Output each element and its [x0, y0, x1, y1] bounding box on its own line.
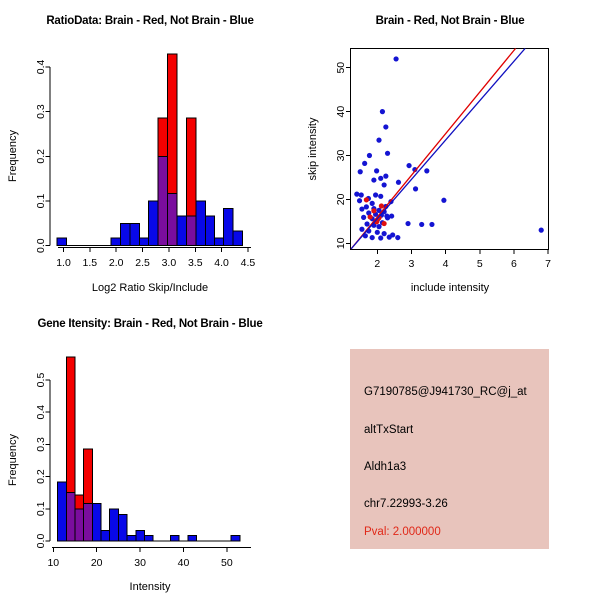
y-axis-tick-label: 0.2 — [35, 469, 47, 484]
histogram-bar-overlap — [158, 156, 167, 245]
gene-hist-ylabel: Frequency — [7, 434, 19, 486]
x-axis-tick-label: 4.0 — [214, 257, 229, 269]
scatter-point-blue — [367, 153, 372, 158]
scatter-point-blue — [395, 235, 400, 240]
scatter-point-blue — [382, 182, 387, 187]
scatter-point-blue — [424, 168, 429, 173]
y-axis-tick-label: 0.1 — [35, 193, 47, 209]
probe-id-text: G7190785@J941730_RC@j_at — [364, 386, 527, 398]
histogram-bar-overlap — [66, 493, 75, 541]
histogram-bar-overlap — [186, 216, 195, 246]
notbrain-fit-line — [351, 48, 525, 249]
x-axis-tick-label: 2.5 — [135, 257, 150, 269]
histogram-bar-blue — [205, 216, 214, 246]
y-axis-tick-label: 0.3 — [35, 104, 47, 119]
scatter-point-blue — [361, 215, 366, 220]
scatter-point-blue — [383, 124, 388, 129]
event-type-text: altTxStart — [364, 424, 414, 436]
scatter-point-blue — [370, 201, 375, 206]
x-axis-tick-label: 7 — [545, 258, 551, 270]
scatter-point-red — [364, 197, 369, 202]
scatter-point-blue — [378, 235, 383, 240]
scatter-point-red — [379, 203, 384, 208]
x-axis-tick-label: 2 — [374, 258, 381, 270]
histogram-bar-blue — [120, 223, 129, 245]
scatter-ylabel: skip intensity — [307, 117, 319, 181]
x-axis-tick-label: 3.0 — [161, 257, 177, 269]
scatter-point-blue — [429, 222, 434, 227]
histogram-bar-overlap — [75, 509, 84, 541]
scatter-point-red — [368, 214, 373, 219]
scatter-point-blue — [385, 215, 390, 220]
scatter-point-blue — [413, 186, 418, 191]
y-axis-tick-label: 0.1 — [35, 501, 47, 517]
scatter-point-blue — [387, 235, 392, 240]
scatter-point-blue — [359, 227, 364, 232]
x-axis-tick-label: 4.5 — [240, 257, 256, 269]
histogram-bar-blue — [144, 536, 153, 541]
scatter-point-blue — [539, 228, 544, 233]
info-box — [350, 349, 549, 549]
histogram-bar-blue — [215, 238, 224, 246]
y-axis-tick-label: 50 — [335, 61, 347, 74]
x-axis-tick-label: 40 — [177, 557, 190, 569]
histogram-bar-blue — [148, 201, 157, 246]
x-axis-tick-label: 5 — [476, 258, 483, 270]
scatter-point-blue — [376, 138, 381, 143]
histogram-bar-blue — [110, 509, 119, 541]
scatter-point-blue — [441, 198, 446, 203]
histogram-bar-blue — [196, 201, 205, 246]
y-axis-tick-label: 0.4 — [35, 404, 47, 420]
histogram-bar-blue — [92, 503, 101, 541]
scatter-point-blue — [371, 177, 376, 182]
histogram-bar-overlap — [84, 503, 93, 541]
histogram-bar-blue — [118, 514, 127, 541]
scatter-point-blue — [373, 192, 378, 197]
scatter-point-blue — [359, 206, 364, 211]
y-axis-tick-label: 0.5 — [35, 372, 47, 388]
scatter-xlabel: include intensity — [410, 282, 490, 294]
y-axis-tick-label: 20 — [335, 193, 347, 206]
histogram-bar-blue — [233, 231, 242, 246]
histogram-bar-blue — [136, 530, 145, 541]
y-axis-tick-label: 10 — [335, 237, 347, 250]
x-axis-tick-label: 1.0 — [56, 257, 71, 269]
x-axis-tick-label: 30 — [134, 557, 146, 569]
histogram-bar-blue — [127, 536, 136, 541]
scatter-point-blue — [378, 176, 383, 181]
scatter-point-blue — [364, 204, 369, 209]
scatter-point-red — [382, 221, 387, 226]
y-axis-tick-label: 40 — [335, 105, 347, 118]
scatter-point-blue — [383, 174, 388, 179]
histogram-bar-blue — [139, 238, 148, 246]
histogram-bar-blue — [58, 482, 67, 541]
histogram-bar-blue — [231, 536, 240, 541]
scatter-point-blue — [380, 109, 385, 114]
scatter-point-blue — [393, 56, 398, 61]
scatter-point-blue — [370, 235, 375, 240]
histogram-bar-blue — [177, 216, 186, 246]
x-axis-tick-label: 3.5 — [187, 257, 203, 269]
scatter-point-blue — [359, 192, 364, 197]
x-axis-tick-label: 1.5 — [82, 257, 98, 269]
y-axis-tick-label: 0.4 — [35, 59, 47, 75]
x-axis-tick-label: 3 — [408, 258, 415, 270]
ratio-hist-title: RatioData: Brain - Red, Not Brain - Blue — [46, 15, 254, 27]
x-axis-tick-label: 50 — [221, 557, 233, 569]
gene-hist-title: Gene Itensity: Brain - Red, Not Brain - Blue — [37, 318, 263, 330]
scatter-point-blue — [405, 221, 410, 226]
scatter-point-blue — [385, 151, 390, 156]
scatter-title: Brain - Red, Not Brain - Blue — [375, 15, 525, 27]
ratio-hist-xlabel: Log2 Ratio Skip/Include — [91, 282, 209, 294]
scatter-point-blue — [382, 231, 387, 236]
x-axis-tick-label: 4 — [442, 258, 449, 270]
y-axis-tick-label: 0.0 — [35, 533, 47, 549]
histogram-bar-blue — [101, 530, 110, 541]
scatter-point-blue — [354, 192, 359, 197]
scatter-point-blue — [357, 198, 362, 203]
scatter-point-blue — [374, 168, 379, 173]
scatter-point-blue — [378, 194, 383, 199]
histogram-bar-blue — [57, 238, 66, 246]
y-axis-tick-label: 0.2 — [35, 148, 47, 164]
histogram-bar-blue — [188, 536, 197, 541]
brain-fit-line — [351, 48, 516, 249]
scatter-point-blue — [376, 224, 381, 229]
histogram-bar-blue — [170, 536, 179, 541]
histogram-bar-blue — [130, 223, 139, 245]
scatter-point-blue — [406, 163, 411, 168]
pval-text: Pval: 2.000000 — [364, 526, 441, 538]
scatter-point-red — [371, 208, 376, 213]
y-axis-tick-label: 0.3 — [35, 437, 47, 452]
scatter-point-blue — [375, 230, 380, 235]
histogram-bar-blue — [224, 209, 233, 246]
scatter-point-blue — [396, 180, 401, 185]
x-axis-tick-label: 2.0 — [108, 257, 124, 269]
scatter-point-blue — [358, 169, 363, 174]
gene-hist-xlabel: Intensity — [129, 581, 171, 593]
scatter-point-blue — [364, 221, 369, 226]
scatter-point-blue — [362, 161, 367, 166]
y-axis-tick-label: 30 — [335, 149, 347, 162]
genome-location-text: chr7.22993-3.26 — [364, 498, 448, 510]
x-axis-tick-label: 6 — [510, 258, 517, 270]
x-axis-tick-label: 20 — [90, 557, 103, 569]
scatter-point-blue — [419, 222, 424, 227]
gene-symbol-text: Aldh1a3 — [364, 461, 407, 473]
x-axis-tick-label: 10 — [47, 557, 60, 569]
histogram-bar-overlap — [167, 193, 176, 245]
histogram-bar-blue — [111, 238, 120, 246]
ratio-hist-ylabel: Frequency — [7, 130, 19, 182]
y-axis-tick-label: 0.0 — [35, 238, 47, 254]
